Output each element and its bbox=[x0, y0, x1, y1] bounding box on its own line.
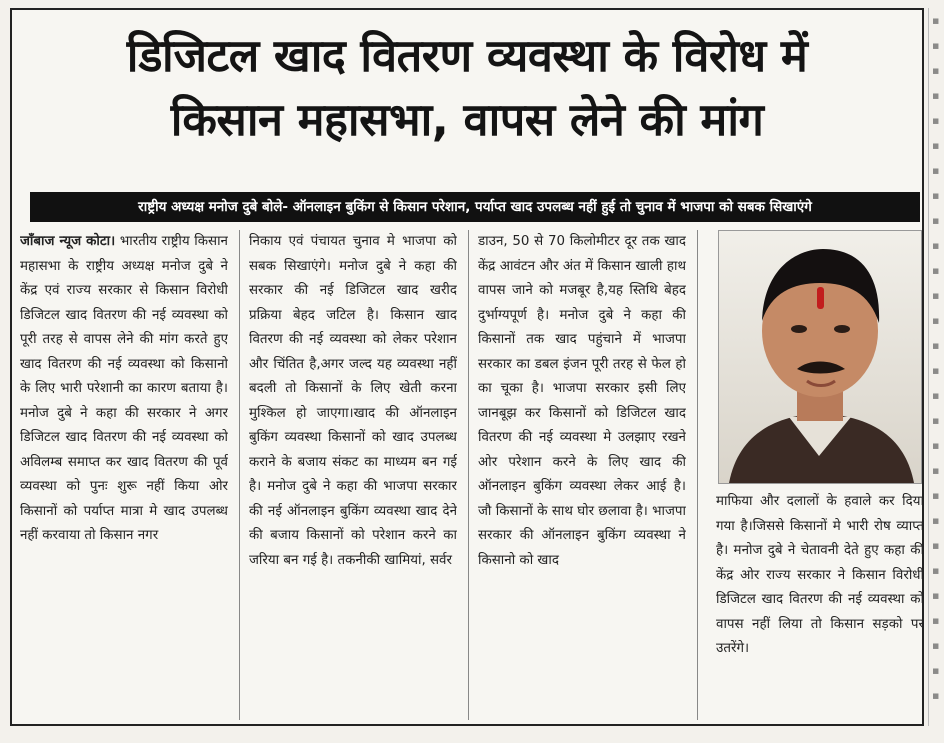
adjacent-text-fragment: ▪ bbox=[932, 189, 940, 202]
adjacent-text-fragment: ▪ bbox=[932, 114, 940, 127]
adjacent-text-fragment: ▪ bbox=[932, 689, 940, 702]
column-4-text: माफिया और दलालों के हवाले कर दिया गया है।जिससे किसानों मे भारी रोष व्याप्त है। मनोज दुबे ने चेतावनी देते हुए कहा की केंद्र ओर राज्य सरकार ने किसान विरोधी डिजिटल खाद वितरण की नई व्यवस्था को वापस नहीं लिया तो किसान सड़को पर उतरेंगे। bbox=[716, 494, 924, 656]
column-divider bbox=[239, 230, 240, 720]
adjacent-text-fragment: ▪ bbox=[932, 14, 940, 27]
column-divider bbox=[468, 230, 469, 720]
adjacent-text-fragment: ▪ bbox=[932, 64, 940, 77]
headline bbox=[12, 24, 922, 152]
adjacent-text-fragment: ▪ bbox=[932, 514, 940, 527]
adjacent-text-fragment: ▪ bbox=[932, 164, 940, 177]
adjacent-text-fragment: ▪ bbox=[932, 289, 940, 302]
adjacent-text-fragment: ▪ bbox=[932, 464, 940, 477]
news-clipping bbox=[10, 8, 924, 726]
strapline: राष्ट्रीय अध्यक्ष मनोज दुबे बोले- ऑनलाइन बुकिंग से किसान परेशान, पर्याप्त खाद उपलब्ध नहीं हुई तो चुनाव में भाजपा को सबक सिखाएंगे bbox=[30, 192, 920, 222]
adjacent-text-fragment: ▪ bbox=[932, 664, 940, 677]
column-3 bbox=[478, 230, 686, 722]
adjacent-text-fragment: ▪ bbox=[932, 89, 940, 102]
adjacent-text-fragment: ▪ bbox=[932, 439, 940, 452]
adjacent-text-fragment: ▪ bbox=[932, 589, 940, 602]
adjacent-text-fragment: ▪ bbox=[932, 39, 940, 52]
adjacent-text-fragment: ▪ bbox=[932, 264, 940, 277]
adjacent-text-fragment: ▪ bbox=[932, 539, 940, 552]
headline-line-1: डिजिटल खाद वितरण व्यवस्था के विरोध में bbox=[126, 29, 808, 82]
portrait-illustration bbox=[719, 231, 921, 483]
column-2-text: निकाय एवं पंचायत चुनाव मे भाजपा को सबक सिखाएंगे। मनोज दुबे ने कहा की सरकार की नई डिजिटल खाद खरीद प्रक्रिया बेहद जटिल है। किसान खाद वितरण की नई व्यवस्था को लेकर परेशान और चिंतित है,अगर जल्द यह व्यवस्था नहीं बदली तो किसानों के लिए खेती करना मुश्किल हो जाएगा।खाद की ऑनलाइन बुकिंग व्यवस्था किसानों को खाद उपलब्ध कराने के बजाय संकट का माध्यम बन गई है। मनोज दुबे ने कहा की भाजपा सरकार की नई ऑनलाइन बुकिंग व्यवस्था खाद देने की बजाय किसानों को परेशान करने का जरिया बन गई है। तकनीकी खामियां, सर्वर bbox=[249, 234, 457, 568]
adjacent-text-fragment: ▪ bbox=[932, 339, 940, 352]
dateline: जाँबाज न्यूज कोटा। bbox=[20, 234, 116, 249]
adjacent-text-fragment: ▪ bbox=[932, 564, 940, 577]
adjacent-text-fragment: ▪ bbox=[932, 314, 940, 327]
column-3-text: डाउन, 50 से 70 किलोमीटर दूर तक खाद केंद्र आवंटन और अंत में किसान खाली हाथ वापस जाने को मजबूर है,यह स्तिथि बेहद दुर्भाग्यपूर्ण है। मनोज दुबे ने कहा की किसानों तक खाद पहुंचाने में भाजपा सरकार का डबल इंजन पूरी तरह से फेल हो का चूका है। भाजपा सरकार इसी लिए जानबूझ कर किसानों को डिजिटल खाद वितरण की नई व्यवस्था मे उलझाए रखने ओर परेशान करने के लिए खाद की ऑनलाइन बुकिंग व्यवस्था लेकर आई है। जौ किसानों के साथ घोर छलावा है। भाजपा सरकार की ऑनलाइन बुकिंग व्यवस्था ने किसानो को खाद bbox=[478, 234, 686, 568]
adjacent-text-fragment: ▪ bbox=[932, 239, 940, 252]
adjacent-text-fragment: ▪ bbox=[932, 364, 940, 377]
adjacent-text-fragment: ▪ bbox=[932, 214, 940, 227]
adjacent-text-fragment: ▪ bbox=[932, 489, 940, 502]
adjacent-text-fragment: ▪ bbox=[932, 614, 940, 627]
column-1-text: भारतीय राष्ट्रीय किसान महासभा के राष्ट्रीय अध्यक्ष मनोज दुबे ने केंद्र एवं राज्य सरकार से किसान विरोधी डिजिटल खाद वितरण की नई व्यवस्था को पूरी तरह से वापस लेने की मांग करते हुए खाद वितरण की नई व्यवस्था को किसानो के लिए भारी परेशानी का कारण बताया है। मनोज दुबे ने कहा की सरकार ने अगर डिजिटल खाद वितरण की नई व्यवस्था को अविलम्ब समाप्त कर खाद वितरण की पूर्व व्यवस्था को पुनः शुरू नहीं किया ओर किसानों को पर्याप्त मात्रा मे खाद उपलब्ध नहीं करवाया तो किसान नगर bbox=[20, 234, 228, 543]
column-divider bbox=[697, 230, 698, 720]
portrait-photo bbox=[718, 230, 922, 484]
column-1 bbox=[20, 230, 228, 722]
adjacent-text-fragment: ▪ bbox=[932, 414, 940, 427]
adjacent-text-fragment: ▪ bbox=[932, 639, 940, 652]
column-4 bbox=[716, 490, 924, 722]
column-2 bbox=[249, 230, 457, 722]
adjacent-text-fragment: ▪ bbox=[932, 139, 940, 152]
adjacent-article-edge bbox=[928, 8, 944, 726]
adjacent-text-fragment: ▪ bbox=[932, 389, 940, 402]
headline-line-2: किसान महासभा, वापस लेने की मांग bbox=[170, 93, 764, 146]
